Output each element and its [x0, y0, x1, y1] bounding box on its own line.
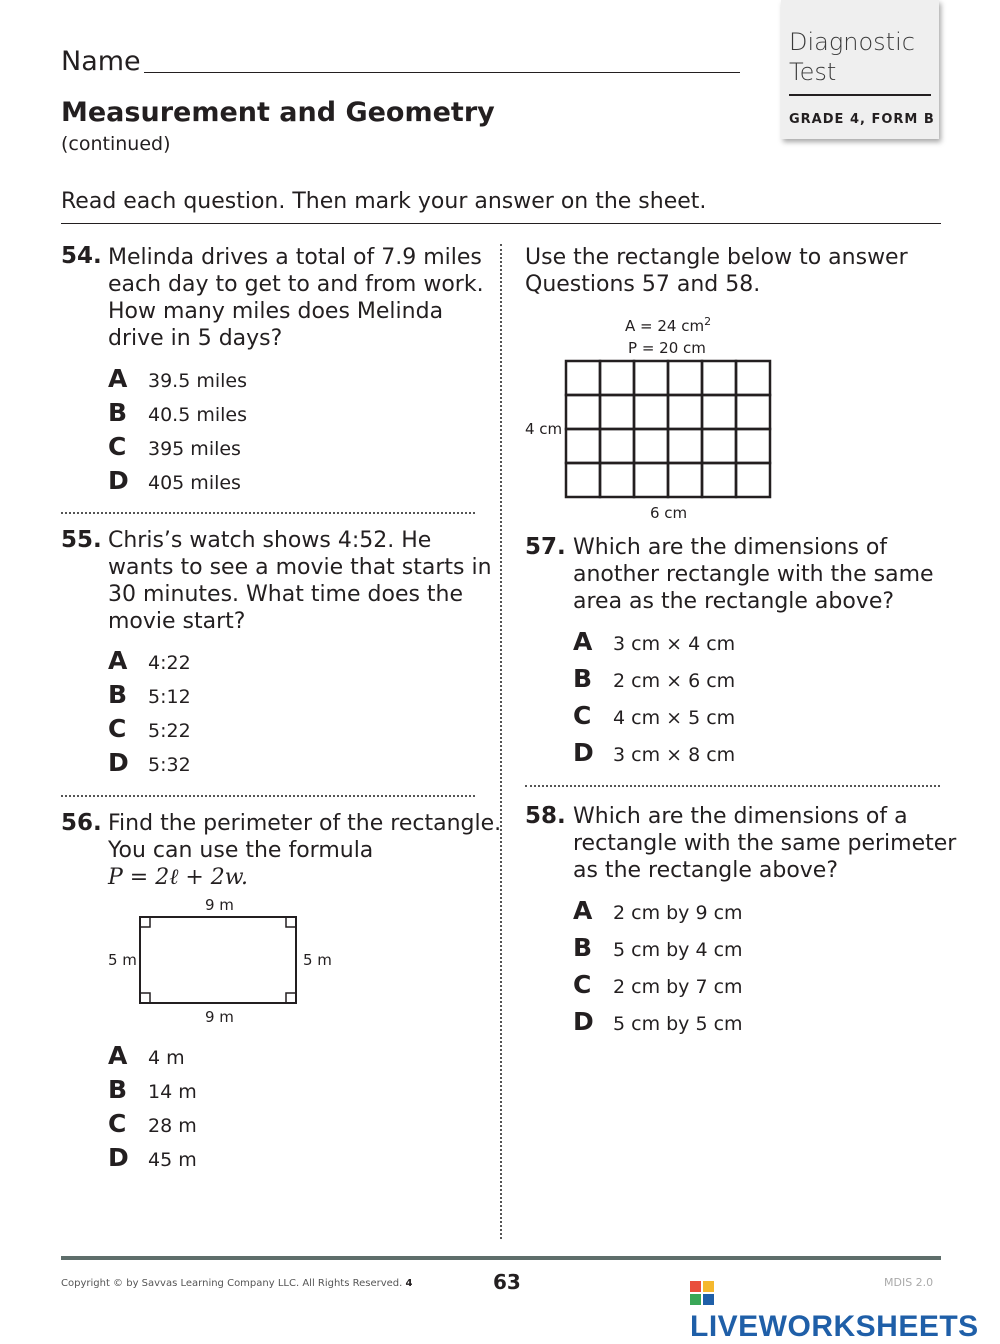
- q57-choice-c[interactable]: C 4 cm × 5 cm: [573, 701, 736, 730]
- liveworksheets-watermark[interactable]: LIVEWORKSHEETS: [690, 1276, 1000, 1344]
- q56-label-top: 9 m: [205, 896, 234, 914]
- q54-text: [108, 244, 484, 352]
- grid-cell: [668, 361, 702, 395]
- q54-number: 54.: [61, 243, 102, 269]
- q56-line: You can use the formula: [108, 838, 374, 863]
- grid-cell: [600, 463, 634, 497]
- tab-title-line1: Diagnostic: [789, 28, 915, 56]
- q57-text: [573, 534, 934, 615]
- right-angle-mark: [140, 993, 150, 1003]
- q57-number: 57.: [525, 534, 566, 560]
- grid-cell: [566, 395, 600, 429]
- intro-57-58: [525, 244, 908, 298]
- q55-choice-a[interactable]: A 4:22: [108, 646, 191, 675]
- q56-choice-b[interactable]: B 14 m: [108, 1075, 197, 1104]
- q54-line: drive in 5 days?: [108, 326, 283, 351]
- q58-text: [573, 803, 956, 884]
- q56-choices: [108, 1041, 197, 1177]
- q55-choice-b[interactable]: B 5:12: [108, 680, 191, 709]
- tab-grade: GRADE 4, FORM B: [789, 112, 935, 127]
- q55-choice-c[interactable]: C 5:22: [108, 714, 191, 743]
- q54-choice-b[interactable]: B 40.5 miles: [108, 398, 247, 427]
- right-angle-mark: [140, 917, 150, 927]
- q56-number: 56.: [61, 810, 102, 836]
- q57-choice-d[interactable]: D 3 cm × 8 cm: [573, 738, 736, 767]
- name-label: Name: [61, 46, 141, 77]
- test-tab: [781, 0, 939, 139]
- q56-choice-d[interactable]: D 45 m: [108, 1143, 197, 1172]
- header-divider: [61, 223, 941, 224]
- grid-cell: [566, 463, 600, 497]
- q56-formula: P = 2ℓ + 2w.: [108, 865, 249, 890]
- q55-line: wants to see a movie that starts in: [108, 555, 492, 580]
- q56-label-right: 5 m: [303, 951, 332, 969]
- q58-number: 58.: [525, 803, 566, 829]
- right-angle-mark: [286, 917, 296, 927]
- right-angle-mark: [286, 993, 296, 1003]
- q58-choice-c[interactable]: C 2 cm by 7 cm: [573, 970, 743, 999]
- grid-perimeter-label: P = 20 cm: [628, 339, 706, 357]
- grid-cell: [668, 395, 702, 429]
- q56-line: Find the perimeter of the rectangle.: [108, 811, 502, 836]
- q57-choice-b[interactable]: B 2 cm × 6 cm: [573, 664, 736, 693]
- q55-line: movie start?: [108, 609, 246, 634]
- grid-figure: [520, 310, 800, 525]
- grid-cell: [702, 361, 736, 395]
- page-subtitle: (continued): [61, 133, 171, 155]
- grid-cell: [566, 361, 600, 395]
- grid-cell: [566, 429, 600, 463]
- grid-cell: [668, 429, 702, 463]
- q56-label-left: 5 m: [108, 951, 137, 969]
- tab-title: [789, 27, 915, 87]
- q57-line: area as the rectangle above?: [573, 589, 895, 614]
- q54-choice-a[interactable]: A 39.5 miles: [108, 364, 247, 393]
- q55-choice-d[interactable]: D 5:32: [108, 748, 191, 777]
- grid-cell: [634, 429, 668, 463]
- q58-choices: [573, 896, 743, 1044]
- q57-line: another rectangle with the same: [573, 562, 934, 587]
- grid-cell: [736, 361, 770, 395]
- q56-rectangle: [140, 917, 296, 1003]
- page-title: Measurement and Geometry: [61, 97, 495, 128]
- q54-choices: [108, 364, 247, 500]
- q58-choice-a[interactable]: A 2 cm by 9 cm: [573, 896, 743, 925]
- liveworksheets-logo-icon: [690, 1281, 714, 1305]
- grid-cell: [668, 463, 702, 497]
- intro-line: Use the rectangle below to answer: [525, 245, 908, 270]
- grid-cell: [634, 463, 668, 497]
- grid-cell: [702, 429, 736, 463]
- grid-cell: [702, 395, 736, 429]
- column-divider: [500, 244, 502, 1239]
- grid-cell: [600, 361, 634, 395]
- q54-line: How many miles does Melinda: [108, 299, 444, 324]
- q56-rectangle-figure: [100, 895, 340, 1030]
- q57-divider: [525, 785, 940, 787]
- copyright: Copyright © by Savvas Learning Company LLC. All Rights Reserved. 4: [61, 1278, 413, 1289]
- grid-cell: [736, 395, 770, 429]
- grid-cell: [736, 463, 770, 497]
- q58-choice-b[interactable]: B 5 cm by 4 cm: [573, 933, 743, 962]
- instructions: Read each question. Then mark your answer on the sheet.: [61, 189, 707, 214]
- grid-cell: [600, 395, 634, 429]
- q55-divider: [61, 795, 475, 797]
- q56-choice-a[interactable]: A 4 m: [108, 1041, 185, 1070]
- q54-choice-d[interactable]: D 405 miles: [108, 466, 241, 495]
- q55-number: 55.: [61, 527, 102, 553]
- q54-line: Melinda drives a total of 7.9 miles: [108, 245, 482, 270]
- grid-side-label: 4 cm: [525, 420, 563, 438]
- unit-grid: [564, 359, 774, 501]
- q54-line: each day to get to and from work.: [108, 272, 484, 297]
- q58-choice-d[interactable]: D 5 cm by 5 cm: [573, 1007, 743, 1036]
- q58-line: as the rectangle above?: [573, 858, 839, 883]
- q58-line: Which are the dimensions of a: [573, 804, 908, 829]
- tab-divider: [789, 94, 931, 96]
- q56-text: [108, 810, 501, 891]
- q54-choice-c[interactable]: C 395 miles: [108, 432, 241, 461]
- page-number: 63: [493, 1270, 521, 1294]
- grid-bottom-label: 6 cm: [650, 504, 688, 522]
- grid-cell: [736, 429, 770, 463]
- q55-choices: [108, 646, 191, 782]
- intro-line: Questions 57 and 58.: [525, 272, 761, 297]
- footer-rule: [61, 1256, 941, 1260]
- grid-cell: [634, 395, 668, 429]
- q57-choice-a[interactable]: A 3 cm × 4 cm: [573, 627, 736, 656]
- q55-line: 30 minutes. What time does the: [108, 582, 464, 607]
- q56-label-bottom: 9 m: [205, 1008, 234, 1026]
- grid-cell: [702, 463, 736, 497]
- tab-title-line2: Test: [789, 58, 837, 86]
- q57-choices: [573, 627, 735, 775]
- grid-area-label: A = 24 $cm^2$: [625, 315, 712, 335]
- q55-line: Chris’s watch shows 4:52. He: [108, 528, 432, 553]
- q55-text: [108, 527, 492, 635]
- q56-choice-c[interactable]: C 28 m: [108, 1109, 197, 1138]
- name-field-line[interactable]: [144, 72, 740, 73]
- grid-cell: [634, 361, 668, 395]
- q54-divider: [61, 512, 475, 514]
- mdis-label: MDIS 2.0: [884, 1276, 934, 1289]
- q58-line: rectangle with the same perimeter: [573, 831, 957, 856]
- grid-cell: [600, 429, 634, 463]
- q57-line: Which are the dimensions of: [573, 535, 888, 560]
